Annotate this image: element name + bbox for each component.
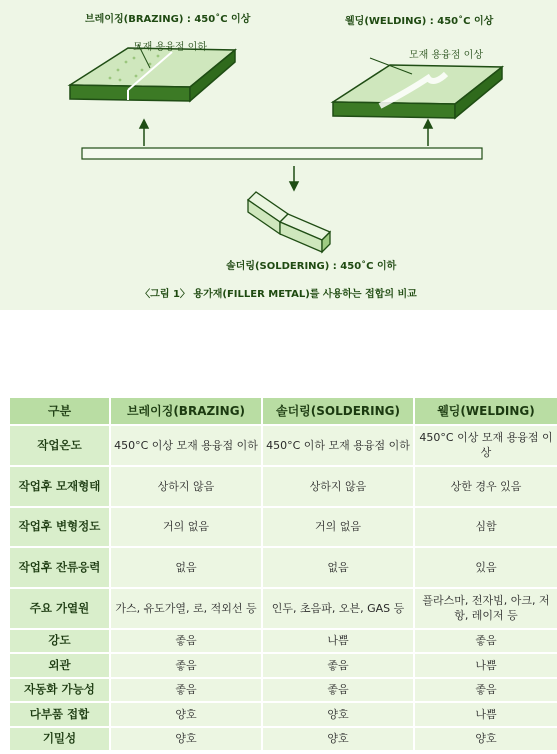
header-soldering: 솔더링(SOLDERING) [262,397,414,425]
header-welding: 웰딩(WELDING) [414,397,557,425]
table-cell: 좋음 [414,678,557,702]
row-header: 작업후 변형정도 [9,507,110,548]
comparison-table [8,396,557,752]
table-row [9,547,557,588]
table-cell: 좋음 [110,653,262,677]
table-row [9,588,557,629]
table-cell: 상하지 않음 [110,466,262,507]
joining-comparison-figure [0,0,557,310]
row-header: 자동화 가능성 [9,678,110,702]
header-brazing: 브레이징(BRAZING) [110,397,262,425]
table-cell: 심함 [414,507,557,548]
row-header: 강도 [9,629,110,653]
table-row [9,425,557,466]
table-cell: 양호 [262,727,414,752]
table-cell: 좋음 [262,653,414,677]
table-cell: 상한 경우 있음 [414,466,557,507]
table-cell: 450°C 이상 모재 용융점 이상 [414,425,557,466]
table-cell: 나쁨 [262,629,414,653]
welding-plates [333,65,502,118]
row-header: 주요 가열원 [9,588,110,629]
table-cell: 양호 [110,727,262,752]
filler-metal-bar [82,148,482,159]
figure-caption: 〈그림 1〉 용가재(FILLER METAL)를 사용하는 접합의 비교 [140,289,417,300]
table-cell: 좋음 [262,678,414,702]
table-cell: 450°C 이하 모재 용융점 이하 [262,425,414,466]
row-header: 외관 [9,653,110,677]
table-cell: 양호 [414,727,557,752]
row-header: 작업후 모재형태 [9,466,110,507]
table-cell: 상하지 않음 [262,466,414,507]
table-cell: 거의 없음 [262,507,414,548]
soldering-title: 솔더링(SOLDERING) : 450˚C 이하 [226,261,397,272]
row-header: 기밀성 [9,727,110,752]
row-header: 작업후 잔류응력 [9,547,110,588]
table-cell: 나쁨 [414,653,557,677]
table-cell: 있음 [414,547,557,588]
table-cell: 거의 없음 [110,507,262,548]
row-header: 작업온도 [9,425,110,466]
table-cell: 450°C 이상 모재 용융점 이하 [110,425,262,466]
row-header: 다부품 접합 [9,702,110,726]
welding-note: 모재 용융점 이상 [409,50,483,61]
table-cell: 플라스마, 전자빔, 아크, 저항, 레이저 등 [414,588,557,629]
table-row [9,678,557,702]
brazing-title: 브레이징(BRAZING) : 450˚C 이상 [85,14,251,25]
table-cell: 인두, 초음파, 오븐, GAS 등 [262,588,414,629]
table-row [9,653,557,677]
soldering-parts [248,192,330,252]
table-cell: 가스, 유도가열, 로, 적외선 등 [110,588,262,629]
table-cell: 없음 [110,547,262,588]
table-cell: 없음 [262,547,414,588]
table-row [9,727,557,752]
table-cell: 나쁨 [414,702,557,726]
brazing-plates [70,48,235,101]
table-row [9,629,557,653]
table-cell: 양호 [110,702,262,726]
table-cell: 좋음 [414,629,557,653]
down-arrow [290,166,298,190]
table-cell: 좋음 [110,629,262,653]
table-header-row [9,397,557,425]
up-arrows [140,120,432,146]
table-row [9,507,557,548]
table-cell: 좋음 [110,678,262,702]
table-row [9,466,557,507]
welding-title: 웰딩(WELDING) : 450˚C 이상 [345,16,494,27]
table-row [9,702,557,726]
brazing-note: 모재 용융점 이하 [133,42,207,53]
table-cell: 양호 [262,702,414,726]
header-category: 구분 [9,397,110,425]
